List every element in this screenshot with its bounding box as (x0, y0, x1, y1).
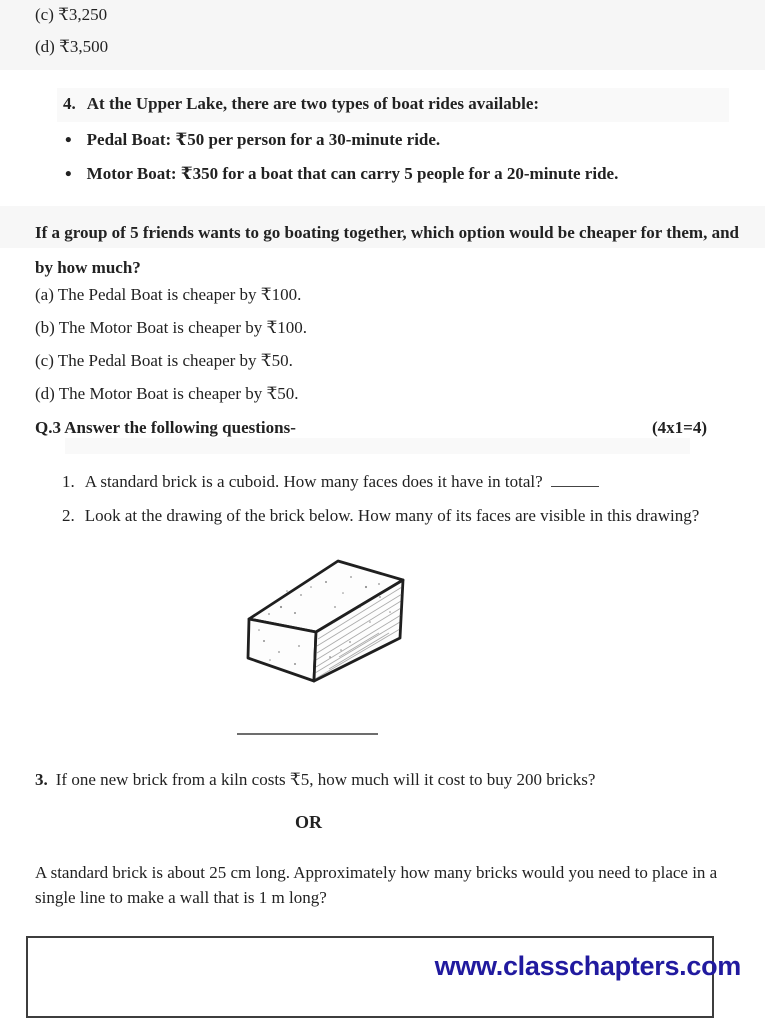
question-4-heading (63, 94, 539, 114)
scan-shade-band-subq (65, 438, 690, 454)
question-4-option-c: (c) The Pedal Boat is cheaper by ₹50. (35, 351, 293, 370)
sub-question-3-number: 3. (35, 770, 48, 789)
alternative-question: A standard brick is about 25 cm long. Approximately how many bricks would you need to place in a single line to make a wall that is 1 m long? (35, 863, 718, 907)
question-4-option-d: (d) The Motor Boat is cheaper by ₹50. (35, 384, 299, 403)
or-separator: OR (295, 812, 322, 832)
prev-question-option-d: (d) ₹3,500 (35, 37, 109, 56)
sub-question-3 (35, 770, 595, 790)
question-4-heading-text: At the Upper Lake, there are two types of boat rides available: (86, 94, 540, 113)
bullet-item-motor-boat-text: Motor Boat: ₹350 for a boat that can carry 5 people for a 20-minute ride. (86, 164, 619, 183)
question-4-option-a: (a) The Pedal Boat is cheaper by ₹100. (35, 285, 302, 304)
question-3-marks: (4x1=4) (651, 418, 707, 437)
bullet-icon: • (65, 130, 72, 151)
question-3-header (35, 418, 707, 438)
sub-question-1-number: 1. (62, 472, 75, 491)
scan-shade-band-top (0, 0, 765, 70)
answer-blank (551, 473, 599, 487)
prev-question-option-c: (c) ₹3,250 (35, 5, 108, 24)
website-link[interactable]: www.classchapters.com (434, 951, 741, 981)
sub-question-3-text: If one new brick from a kiln costs ₹5, how much will it cost to buy 200 bricks? (55, 770, 596, 789)
question-3-title: Q.3 Answer the following questions- (35, 418, 296, 437)
sub-question-1 (62, 472, 599, 492)
brick-illustration (239, 551, 409, 688)
sub-question-2-number: 2. (62, 506, 75, 525)
sub-question-2 (62, 506, 699, 526)
bullet-item-pedal-boat-text: Pedal Boat: ₹50 per person for a 30-minute ride. (86, 130, 441, 149)
question-4-option-b: (b) The Motor Boat is cheaper by ₹100. (35, 318, 308, 337)
answer-line (237, 733, 378, 735)
sub-question-2-text: Look at the drawing of the brick below. How many of its faces are visible in this drawing? (84, 506, 700, 525)
sub-question-1-text: A standard brick is a cuboid. How many faces does it have in total? (84, 472, 543, 491)
bullet-item-motor-boat (65, 164, 618, 185)
bullet-icon: • (65, 164, 72, 185)
bullet-item-pedal-boat (65, 130, 440, 151)
question-4-number: 4. (63, 94, 76, 113)
question-4-body: If a group of 5 friends wants to go boating together, which option would be cheaper for them, and by how much? (35, 223, 739, 277)
